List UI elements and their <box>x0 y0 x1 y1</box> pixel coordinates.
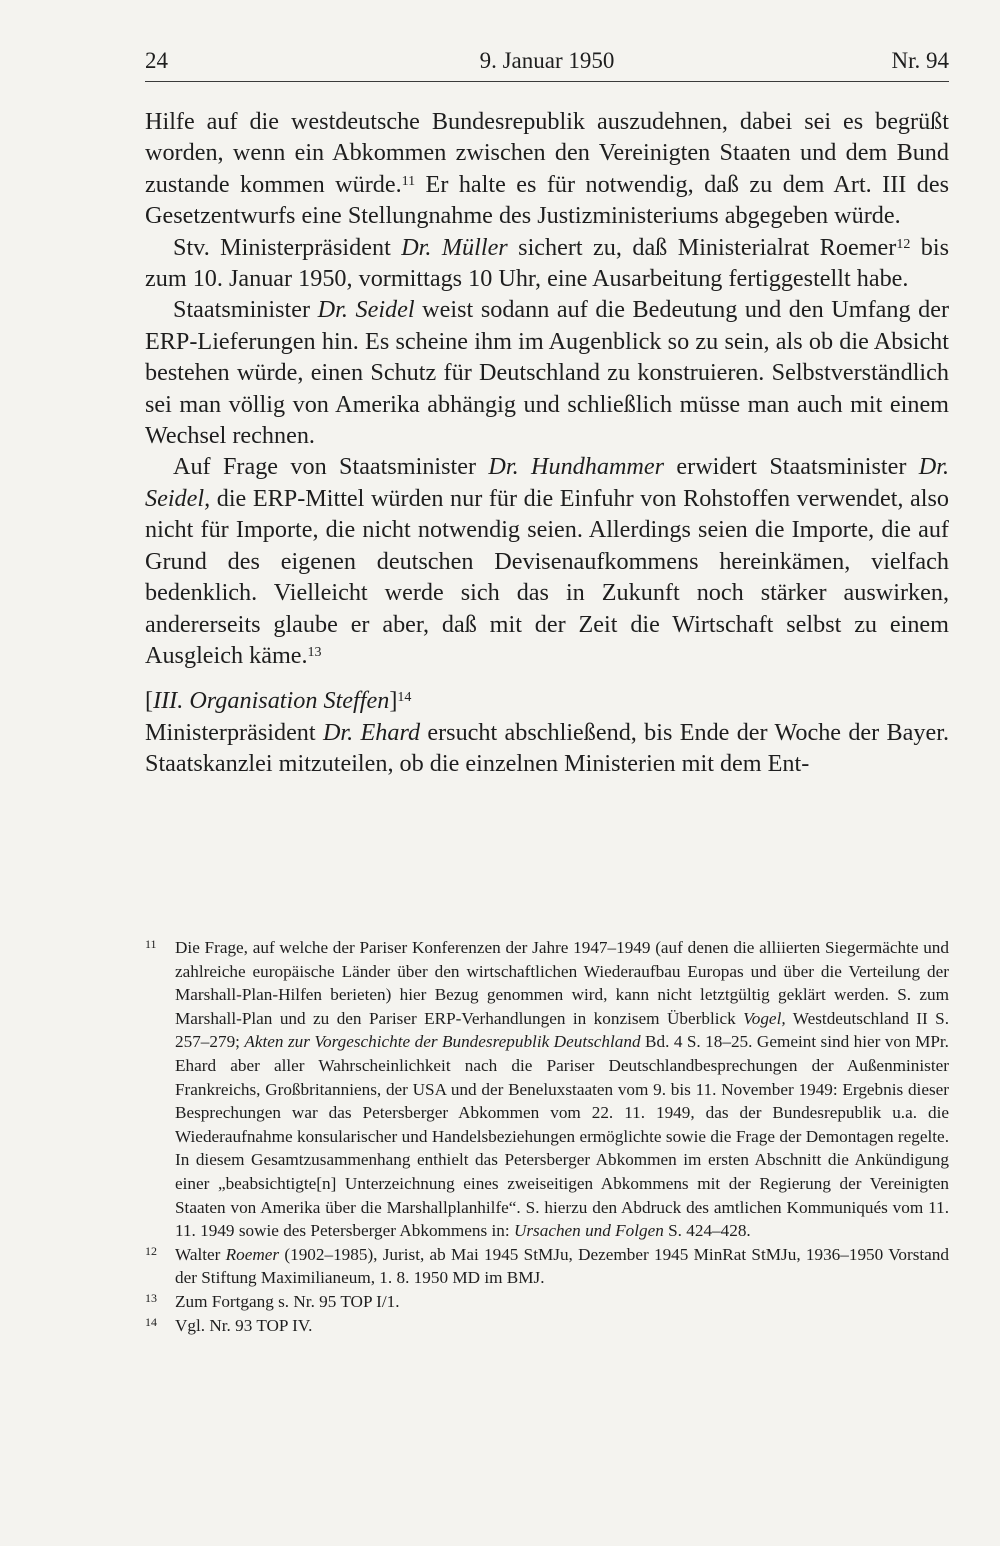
paragraph-5-lead: Ministerpräsident <box>145 718 323 746</box>
person-title: Dr. <box>317 296 348 324</box>
footnote-11-text-a: Die Frage, auf welche der Pariser Konferenzen der Jahre 1947–1949 (auf denen die alliierten Siegermächte und zahlreiche europäische Länder über den wirtschaftlichen Wiederaufbau Europas und über die Verteilung der Marshall-Plan-Hilfen berieten) hier Bezug genommen wird, kann nicht letztgültig geklärt werden. S. zum Marshall-Plan und zu den Pariser ERP-Verhandlungen in konzisem Überblick <box>175 938 949 1028</box>
footnote-12-name: Roemer <box>225 1244 280 1264</box>
footnote-text: Vgl. Nr. 93 TOP IV. <box>175 1315 313 1335</box>
person-name-ehard: Ehard <box>360 718 421 746</box>
section-title: III. Organisation Steffen <box>153 687 390 715</box>
section-heading <box>145 685 949 716</box>
person-name-seidel: Seidel, <box>145 484 211 512</box>
footnote-12-text-a: Walter <box>175 1244 226 1264</box>
footnote-11 <box>145 936 949 1243</box>
footnote-11-source-title: Ursachen und Folgen <box>513 1221 664 1241</box>
person-title: Dr. <box>322 718 354 746</box>
person-name-hundhammer: Hundhammer <box>531 453 665 481</box>
footnote-ref-11[interactable]: 11 <box>401 173 416 189</box>
paragraph-3 <box>145 294 949 451</box>
footnote-12-text-b: (1902–1985), Jurist, ab Mai 1945 StMJu, Dezember 1945 MinRat StMJu, 1936–1950 Vorstand der Stiftung Maximilianeum, 1. 8. 1950 MD im BMJ. <box>175 1244 949 1288</box>
footnote-11-author: Vogel, <box>743 1008 786 1028</box>
paragraph-4-mid: erwidert Staatsminister <box>664 453 919 481</box>
page-number: 24 <box>145 48 168 73</box>
paragraph-4-rest: die ERP-Mittel würden nur für die Einfuhr von Rohstoffen verwendet, also nicht für Importe, die nicht notwendig seien. Allerdings seien die Importe, die auf Grund des eigenen deutschen Devisenaufkommens hereinkämen, vielfach bedenklich. Vielleicht werde sich das in Zukunft noch stärker auswirken, andererseits glaube er aber, daß mit der Zeit die Wirtschaft selbst zu einem Ausgleich käme. <box>145 484 949 669</box>
footnote-text <box>175 936 949 1243</box>
footnote-ref-12[interactable]: 12 <box>896 236 911 252</box>
paragraph-4 <box>145 451 949 671</box>
footnotes <box>145 936 949 1337</box>
footnote-11-text-d: S. 424–428. <box>663 1221 751 1241</box>
main-text <box>145 106 949 780</box>
paragraph-5-rest: ersucht abschließend, bis Ende der Woche der Bayer. Staatskanzlei mitzuteilen, ob die einzelnen Ministerien mit dem Ent- <box>145 718 949 778</box>
footnote-number: 12 <box>145 1243 157 1258</box>
footnote-13 <box>145 1290 949 1314</box>
paragraph-2-mid: sichert zu, daß Ministerialrat Roemer <box>507 233 897 261</box>
footnote-text: Zum Fortgang s. Nr. 95 TOP I/1. <box>175 1291 400 1311</box>
paragraph-2 <box>145 232 949 295</box>
person-title: Dr. <box>918 453 949 481</box>
footnote-11-text-c: Bd. 4 S. 18–25. Gemeint sind hier von MPr. Ehard aber aller Wahrscheinlichkeit nach die Pariser Deutschlandbesprechungen der Außenminister Frankreichs, Großbritanniens, der USA und der Beneluxstaaten vom 9. bis 11. November 1949: Ergebnis dieser Besprechungen war das Petersberger Abkommen vom 22. 11. 1949, das der Bundesrepublik u.a. die Wiederaufnahme konsularischer und Handelsbeziehungen ermöglichte sowie die Frage der Demontagen regelte. In diesem Gesamtzusammenhang enthielt das Petersberger Abkommen im ersten Abschnitt die Ankündigung einer „beabsichtigte[n] Unterzeichnung eines zweiseitigen Abkommens mit der Regierung der Vereinigten Staaten von Amerika über die Marshallplanhilfe“. S. hierzu den Abdruck des amtlichen Kommuniqués vom 11. 11. 1949 sowie des Petersberger Abkommens in: <box>175 1032 949 1241</box>
footnote-text <box>175 1243 949 1290</box>
person-title: Dr. <box>488 453 519 481</box>
footnote-ref-13[interactable]: 13 <box>307 644 322 660</box>
bracket-open: [ <box>145 687 154 715</box>
document-number: Nr. 94 <box>891 48 949 73</box>
footnote-number: 13 <box>145 1290 157 1305</box>
header-rule <box>145 81 949 82</box>
header-date: 9. Januar 1950 <box>479 48 615 73</box>
paragraph-1 <box>145 106 949 232</box>
footnote-12 <box>145 1243 949 1290</box>
running-header <box>145 46 949 76</box>
paragraph-1-text: Hilfe auf die westdeutsche Bundesrepublik auszudehnen, dabei sei es begrüßt worden, wenn ein Abkommen zwischen den Vereinigten Staaten und dem Bund zustande kommen würde. <box>145 108 949 198</box>
footnote-number: 14 <box>145 1314 157 1329</box>
paragraph-2-lead: Stv. Ministerpräsident <box>173 233 402 261</box>
footnote-11-work-title: Akten zur Vorgeschichte der Bundesrepublik Deutschland <box>244 1032 641 1052</box>
person-name-mueller: Müller <box>441 233 508 261</box>
footnote-number: 11 <box>145 937 157 951</box>
paragraph-4-lead: Auf Frage von Staatsminister <box>173 453 489 481</box>
paragraph-2-rest: bis zum 10. Januar 1950, vormittags 10 Uhr, eine Ausarbeitung fertiggestellt habe. <box>145 233 949 293</box>
person-title: Dr. <box>401 233 432 261</box>
footnote-14 <box>145 1314 949 1338</box>
bracket-close: ] <box>389 687 398 715</box>
paragraph-1-text-cont: Er halte es für notwendig, daß zu dem Art. III des Gesetzentwurfs eine Stellungnahme des Justizministeriums abgegeben würde. <box>145 170 949 230</box>
paragraph-3-lead: Staatsminister <box>173 296 318 324</box>
paragraph-3-rest: weist sodann auf die Bedeutung und den Umfang der ERP-Lieferungen hin. Es scheine ihm im Augenblick so zu sein, als ob die Absicht bestehen würde, einen Schutz für Deutschland zu konstruieren. Selbstverständlich sei man völlig von Amerika abhängig und schließlich müsse man auch mit einem Wechsel rechnen. <box>145 296 950 450</box>
footnote-11-text-b: Westdeutschland II S. 257–279; <box>175 1008 949 1052</box>
person-name-seidel: Seidel <box>355 296 415 324</box>
paragraph-5 <box>145 717 949 780</box>
footnote-ref-14[interactable]: 14 <box>397 690 412 706</box>
